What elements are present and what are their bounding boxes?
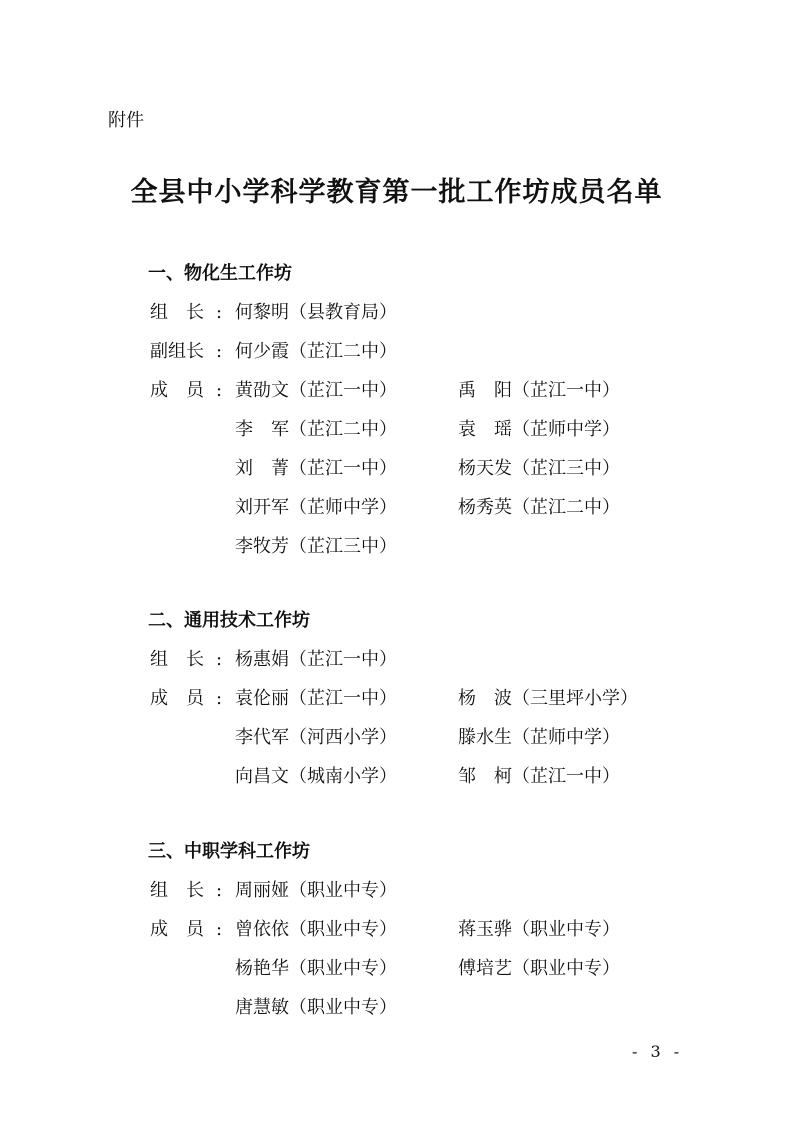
document-title: 全县中小学科学教育第一批工作坊成员名单 <box>130 177 663 208</box>
page-number: - 3 - <box>632 1042 684 1061</box>
role-colon: : <box>216 919 223 940</box>
member-entry: 禹 阳（芷江一中） <box>458 380 620 401</box>
member-entry: 傅培艺（职业中专） <box>458 958 620 979</box>
member-entry: 何黎明（县教育局） <box>235 302 397 323</box>
member-entry: 黄劭文（芷江一中） <box>235 380 397 401</box>
role-colon: : <box>216 380 223 401</box>
member-entry: 李牧芳（芷江三中） <box>235 536 397 557</box>
section-title: 三、中职学科工作坊 <box>148 841 310 862</box>
role-label: 成 员 <box>150 688 204 709</box>
member-entry: 邹 柯（芷江一中） <box>458 766 620 787</box>
attachment-label: 附件 <box>108 110 144 131</box>
member-row <box>148 488 708 527</box>
member-row <box>148 293 708 332</box>
member-row <box>148 332 708 371</box>
member-row <box>148 871 708 910</box>
member-row <box>148 410 708 449</box>
member-entry: 刘开军（芷师中学） <box>235 497 397 518</box>
member-entry: 唐慧敏（职业中专） <box>235 997 397 1018</box>
member-entry: 杨 波（三里坪小学） <box>458 688 638 709</box>
role-colon: : <box>216 302 223 323</box>
member-row <box>148 949 708 988</box>
member-row <box>148 371 708 410</box>
role-label: 组 长 <box>150 880 204 901</box>
member-row <box>148 757 708 796</box>
member-row <box>148 718 708 757</box>
member-entry: 袁伦丽（芷江一中） <box>235 688 397 709</box>
member-entry: 曾依依（职业中专） <box>235 919 397 940</box>
role-label: 副组长 <box>150 341 204 362</box>
role-label: 组 长 <box>150 302 204 323</box>
member-row <box>148 527 708 566</box>
member-row <box>148 988 708 1027</box>
section-physics-chem-bio <box>148 254 708 566</box>
member-entry: 滕水生（芷师中学） <box>458 727 620 748</box>
role-label: 组 长 <box>150 649 204 670</box>
member-entry: 周丽娅（职业中专） <box>235 880 397 901</box>
role-label: 成 员 <box>150 919 204 940</box>
role-colon: : <box>216 880 223 901</box>
role-colon: : <box>216 341 223 362</box>
member-row <box>148 449 708 488</box>
section-vocational-subjects <box>148 832 708 1027</box>
section-title: 二、通用技术工作坊 <box>148 610 310 631</box>
role-label: 成 员 <box>150 380 204 401</box>
member-entry: 蒋玉骅（职业中专） <box>458 919 620 940</box>
member-entry: 杨天发（芷江三中） <box>458 458 620 479</box>
member-entry: 向昌文（城南小学） <box>235 766 397 787</box>
member-entry: 刘 菁（芷江一中） <box>235 458 397 479</box>
member-entry: 李代军（河西小学） <box>235 727 397 748</box>
role-colon: : <box>216 688 223 709</box>
member-entry: 杨艳华（职业中专） <box>235 958 397 979</box>
member-entry: 杨秀英（芷江二中） <box>458 497 620 518</box>
member-row <box>148 910 708 949</box>
member-entry: 袁 瑶（芷师中学） <box>458 419 620 440</box>
section-general-technology <box>148 601 708 796</box>
member-row <box>148 640 708 679</box>
role-colon: : <box>216 649 223 670</box>
member-row <box>148 679 708 718</box>
member-entry: 李 军（芷江二中） <box>235 419 397 440</box>
member-entry: 何少霞（芷江二中） <box>235 341 397 362</box>
section-title: 一、物化生工作坊 <box>148 263 292 284</box>
member-entry: 杨惠娟（芷江一中） <box>235 649 397 670</box>
